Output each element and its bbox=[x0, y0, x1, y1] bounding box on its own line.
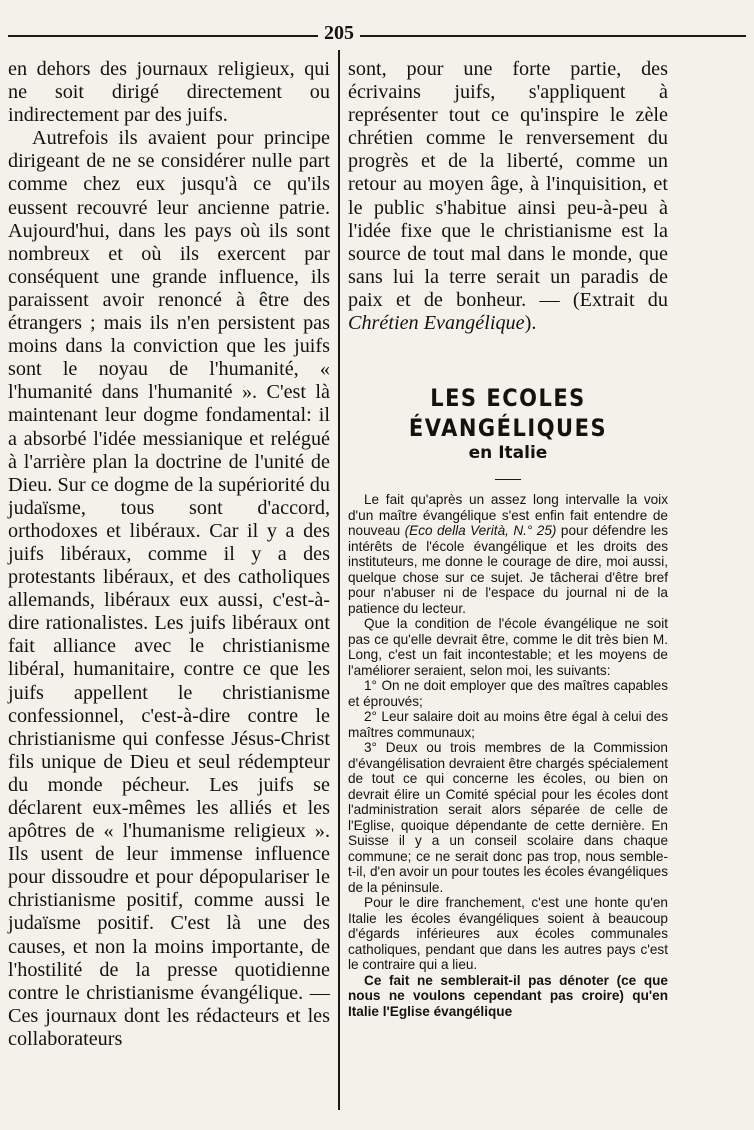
article-item-1: 1° On ne doit employer que des maîtres capables et éprouvés; bbox=[348, 678, 668, 709]
continuation-text: sont, pour une forte partie, des écrivains juifs, s'appliquent à représenter tout ce qu'inspire le zèle chrétien comme le renversement du progrès et de la liberté, comme un retour au moyen âge, à l'inquisition, et le public s'habitue ainsi peu-à-peu à l'idée fixe que le christianisme est la source de tout mal dans le monde, que sans lui la terre serait un paradis de paix et de bonheur. — (Extrait du bbox=[348, 58, 668, 311]
article-paragraph-1 bbox=[348, 492, 668, 616]
header-rule-right bbox=[360, 35, 746, 37]
article-item-3: 3° Deux ou trois membres de la Commission d'évangélisation devraient être chargés spécialement de tout ce qui concerne les écoles, ou bien on devrait élire un Comité spécial pour les écoles dont l'administration serait alors séparée de celle de l'Eglise, quoique dépendante de cette dernière. En Suisse il y a un conseil scolaire dans chaque commune; ce ne serait donc pas trop, nous semble-t-il, d'en avoir un pour toutes les écoles évangéliques de la péninsule. bbox=[348, 740, 668, 895]
article-p1-ref: (Eco della Verità, N.° 25) bbox=[404, 523, 557, 539]
section-rule bbox=[495, 479, 521, 480]
left-paragraph-1: en dehors des journaux religieux, qui ne soit dirigé directement ou indirectement par des juifs. bbox=[8, 58, 330, 127]
article-paragraph-4: Ce fait ne semblerait-il pas dénoter (ce que nous ne voulons cependant pas croire) qu'en Italie l'Eglise évangélique bbox=[348, 972, 668, 1019]
left-column bbox=[8, 58, 330, 1051]
source-title: Chrétien Evangélique bbox=[348, 312, 525, 335]
article-body bbox=[348, 492, 668, 1019]
article-item-2: 2° Leur salaire doit au moins être égal à celui des maîtres communaux; bbox=[348, 709, 668, 740]
header-rule-left bbox=[8, 35, 318, 37]
page-header bbox=[8, 22, 746, 48]
section-subtitle: en Italie bbox=[468, 443, 548, 464]
left-paragraph-2: Autrefois ils avaient pour principe dirigeant de ne se considérer nulle part comme chez eux jusqu'à ce qu'ils eussent recouvré leur ancienne patrie. Aujourd'hui, dans les pays où ils sont nombreux et où ils exercent par conséquent une grande influence, ils paraissent avoir renoncé à être des étrangers ; mais ils n'en persistent pas moins dans la conviction que les juifs sont le noyau de l'humanité, « l'humanité dans l'humanité ». C'est là maintenant leur dogme fondamental: il a absorbé l'idée messianique et relégué à l'arrière plan la doctrine de l'unité de Dieu. Sur ce dogme de la supériorité du judaïsme, tous sont d'accord, orthodoxes et libéraux. Car il y a des juifs libéraux, comme il y a des protestants libéraux, et des catholiques allemands, libéraux eux aussi, c'est-à-dire rationalistes. Les juifs libéraux ont fait alliance avec le christianisme libéral, humanitaire, contre ce que les juifs appellent le christianisme confessionnel, c'est-à-dire contre le christianisme qui confesse Jésus-Christ fils unique de Dieu et seul rédempteur du monde pécheur. Les juifs se déclarent eux-mêmes les alliés et les apôtres de « l'humanisme religieux ». Ils usent de leur immense influence pour dissoudre et pour dépopulariser le christianisme positif, comme aussi le judaïsme positif. C'est là une des causes, et non la moins importante, de l'hostilité de la presse quotidienne contre le christianisme évangélique. — Ces journaux dont les rédacteurs et les collaborateurs bbox=[8, 127, 330, 1050]
article-paragraph-2: Que la condition de l'école évangélique ne soit pas ce qu'elle devrait être, comme le dit très bien M. Long, c'est un fait incontestable; et les moyens de l'améliorer seraient, selon moi, les suivants: bbox=[348, 616, 668, 678]
source-close: ). bbox=[524, 312, 537, 335]
section-title: LES ECOLES ÉVANGÉLIQUES bbox=[408, 384, 608, 442]
continuation-paragraph bbox=[348, 58, 668, 335]
article-paragraph-3: Pour le dire franchement, c'est une honte qu'en Italie les écoles évangéliques soient à beaucoup d'égards inférieures aux écoles communales catholiques, pendant que dans les autres pays c'est le contraire qui a lieu. bbox=[348, 895, 668, 973]
page-number: 205 bbox=[324, 22, 354, 44]
article-p1-start: Le fait qu'après un assez long intervalle la voix d'un maître évangélique s'est enfin fait entendre de nouveau bbox=[348, 492, 668, 539]
right-column bbox=[348, 58, 668, 1019]
column-divider bbox=[338, 50, 340, 1110]
article-p1-end: pour défendre les intérêts de l'école évangélique et les droits des instituteurs, me donne le courage de dire, moi aussi, quelque chose sur ce sujet. Je tâcherai d'être bref pour n'abuser ni de l'espace du journal ni de la patience du lecteur. bbox=[348, 523, 668, 616]
